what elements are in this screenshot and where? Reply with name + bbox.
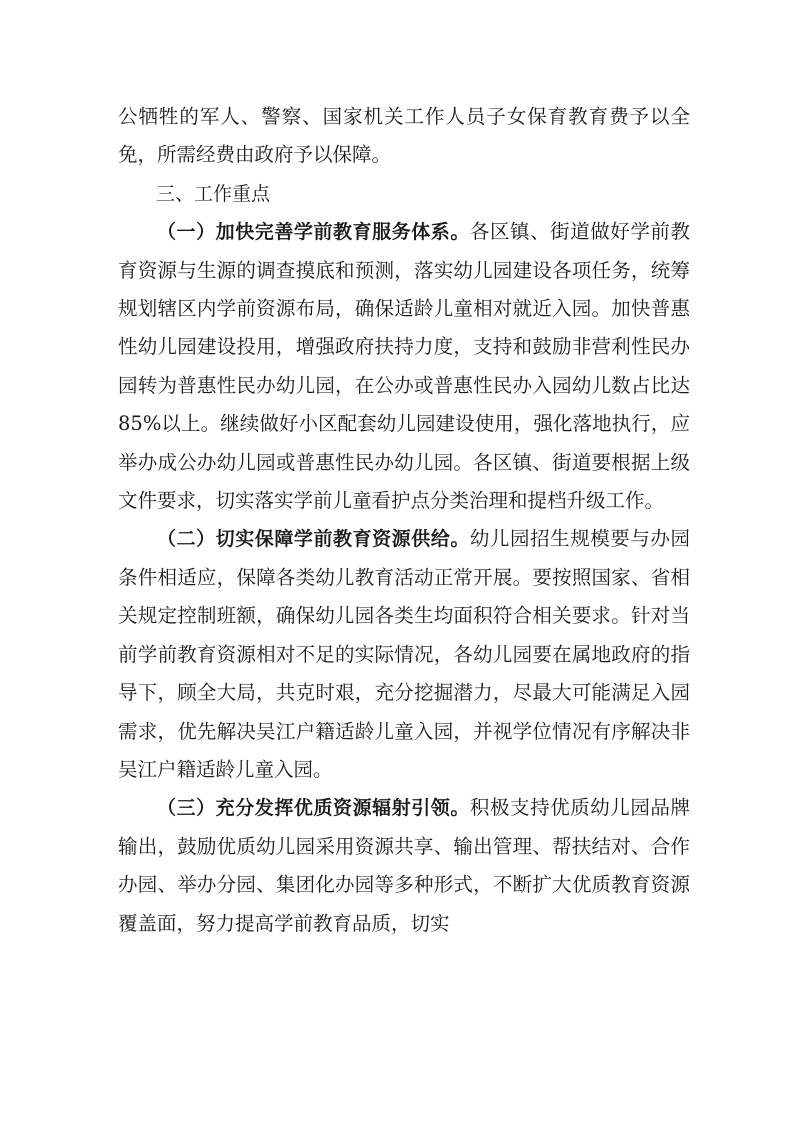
item-paragraph-2 — [118, 520, 690, 789]
document-body — [118, 98, 690, 943]
item-body-3: 积极支持优质幼儿园品牌输出，鼓励优质幼儿园采用资源共享、输出管理、帮扶结对、合作办园、举办分园、集团化办园等多种形式，不断扩大优质教育资源覆盖面，努力提高学前教育品质，切实 — [118, 796, 690, 935]
continued-paragraph: 公牺牲的军人、警察、国家机关工作人员子女保育教育费予以全免，所需经费由政府予以保障。 — [118, 105, 690, 167]
item-body-1: 各区镇、街道做好学前教育资源与生源的调查摸底和预测，落实幼儿园建设各项任务，统筹规划辖区内学前资源布局，确保适龄儿童相对就近入园。加快普惠性幼儿园建设投用，增强政府扶持力度，支持和鼓励非营利性民办园转为普惠性民办幼儿园，在公办或普惠性民办入园幼儿数占比达 85%以上。继续做好小区配套幼儿园建设使用，强化落地执行，应举办成公办幼儿园或普惠性民办幼儿园。各区镇、街道要根据上级文件要求，切实落实学前儿童看护点分类治理和提档升级工作。 — [118, 220, 690, 513]
item-paragraph-1 — [118, 213, 690, 520]
section-heading: 三、工作重点 — [156, 182, 271, 205]
item-lead-3: （三）充分发挥优质资源辐射引领。 — [157, 797, 470, 820]
item-lead-2: （二）切实保障学前教育资源供给。 — [157, 528, 470, 551]
item-lead-1: （一）加快完善学前教育服务体系。 — [157, 221, 470, 244]
item-paragraph-3 — [118, 789, 690, 943]
item-body-2: 幼儿园招生规模要与办园条件相适应，保障各类幼儿教育活动正常开展。要按照国家、省相关规定控制班额，确保幼儿园各类生均面积符合相关要求。针对当前学前教育资源相对不足的实际情况，各幼儿园要在属地政府的指导下，顾全大局，共克时艰，充分挖掘潜力，尽最大可能满足入园需求，优先解决吴江户籍适龄儿童入园，并视学位情况有序解决非吴江户籍适龄儿童入园。 — [118, 527, 690, 781]
